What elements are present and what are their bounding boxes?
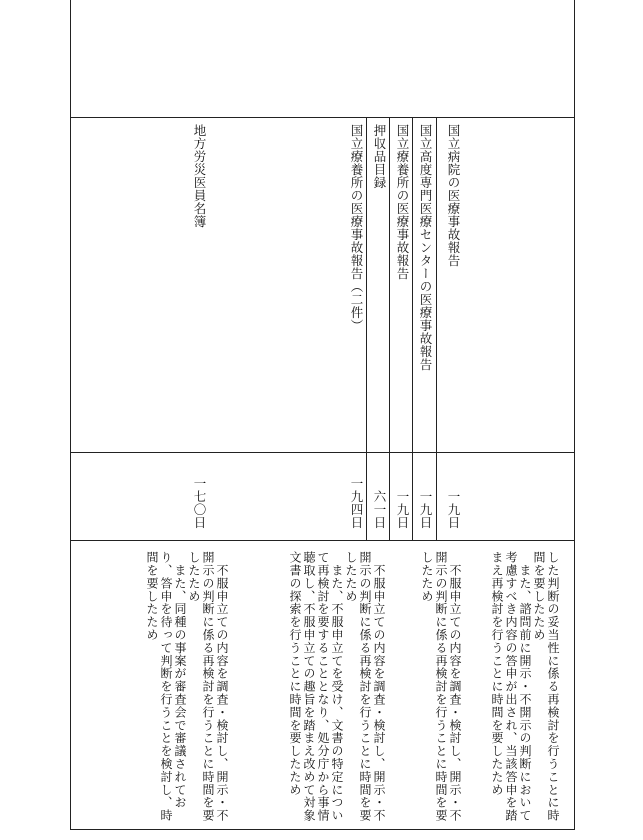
document-name: 国立高度専門医療センターの医療事故報告 [418,124,433,371]
document-name: 国立病院の医療事故報告 [446,124,461,267]
days-value: 一九日 [418,490,433,529]
days-value: 一七〇日 [192,477,207,529]
days-value: 一九日 [395,490,410,529]
column-divider [389,117,390,540]
days-value: 六一日 [372,490,387,529]
document-name: 押収品目録 [372,124,387,189]
days-value: 一九日 [446,490,461,529]
column-divider [412,117,413,540]
days-value: 一九四日 [349,477,364,529]
document-name: 地方労災医員名簿 [192,124,207,228]
document-name: 国立療養所の医療事故報告 [395,124,410,280]
header-divider [70,117,575,118]
reason-divider [70,540,575,541]
column-divider [366,117,367,540]
column-divider [436,117,437,540]
days-divider [70,452,575,453]
document-name: 国立療養所の医療事故報告（二件） [349,124,364,332]
